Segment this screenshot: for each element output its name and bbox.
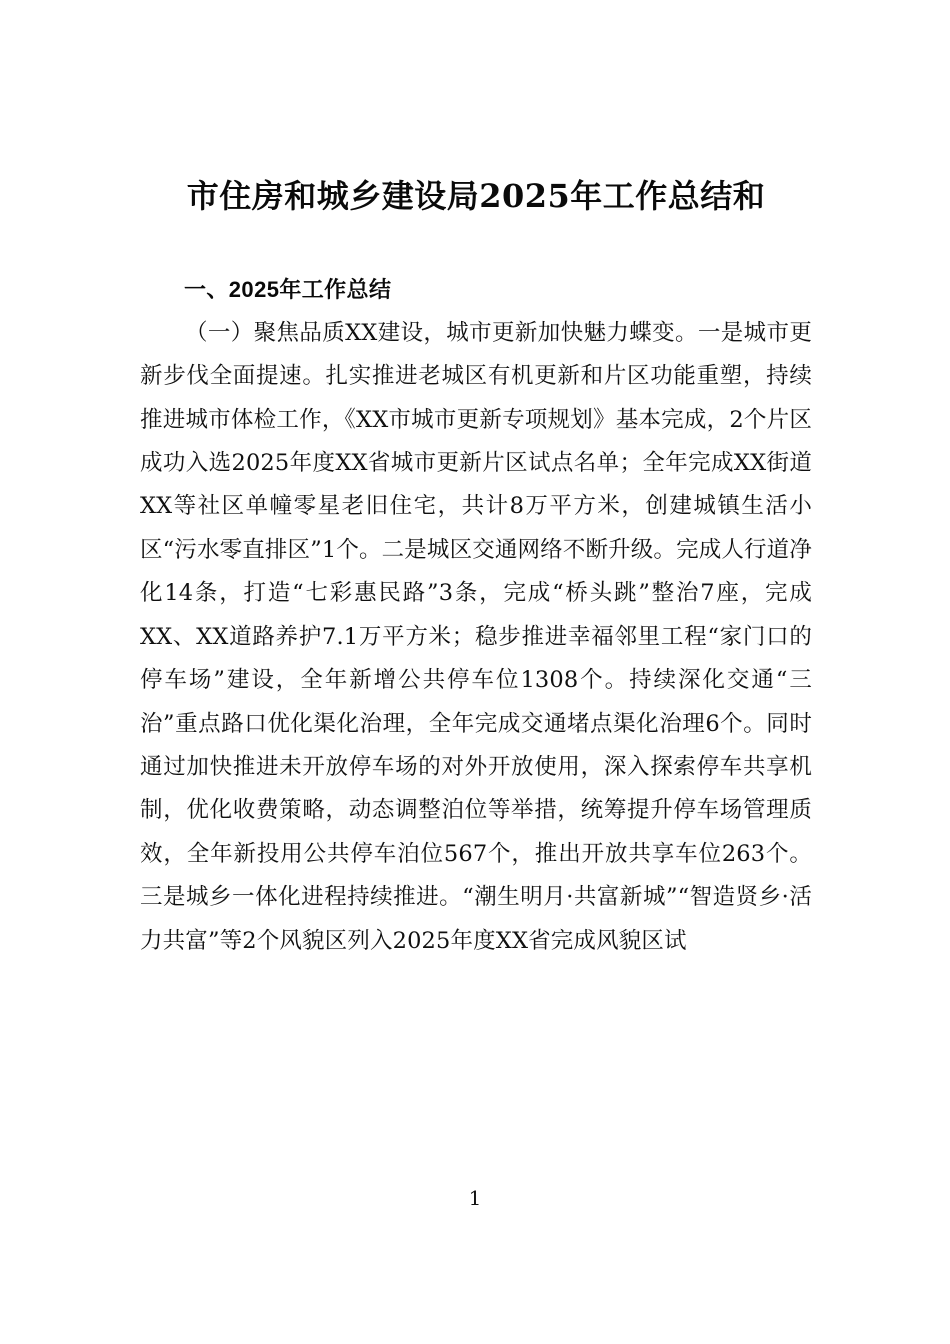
document-body xyxy=(140,0,812,963)
section-heading-1: 一、2025年工作总结 xyxy=(184,276,392,302)
page-number: 1 xyxy=(468,1186,482,1210)
section-1-paragraph-1: （一）聚焦品质XX建设，城市更新加快魅力蝶变。一是城市更新步伐全面提速。扎实推进老城区有机更新和片区功能重塑，持续推进城市体检工作，《XX市城市更新专项规划》基本完成，2个片区成功入选2025年度XX省城市更新片区试点名单；全年完成XX街道XX等社区单幢零星老旧住宅，共计8万平方米，创建城镇生活小区“污水零直排区”1个。二是城区交通网络不断升级。完成人行道净化14条，打造“七彩惠民路”3条，完成“桥头跳”整治7座，完成XX、XX道路养护7.1万平方米；稳步推进幸福邻里工程“家门口的停车场”建设，全年新增公共停车位1308个。持续深化交通“三治”重点路口优化渠化治理，全年完成交通堵点渠化治理6个。同时通过加快推进未开放停车场的对外开放使用，深入探索停车共享机制，优化收费策略，动态调整泊位等举措，统筹提升停车场管理质效，全年新投用公共停车泊位567个，推出开放共享车位263个。三是城乡一体化进程持续推进。“潮生明月·共富新城”“智造贤乡·活力共富”等2个风貌区列入2025年度XX省完成风貌区试 xyxy=(140,319,812,954)
page-title-line-1: 市住房和城乡建设局2025年工作总结和 xyxy=(186,177,766,215)
page-title xyxy=(140,0,812,225)
